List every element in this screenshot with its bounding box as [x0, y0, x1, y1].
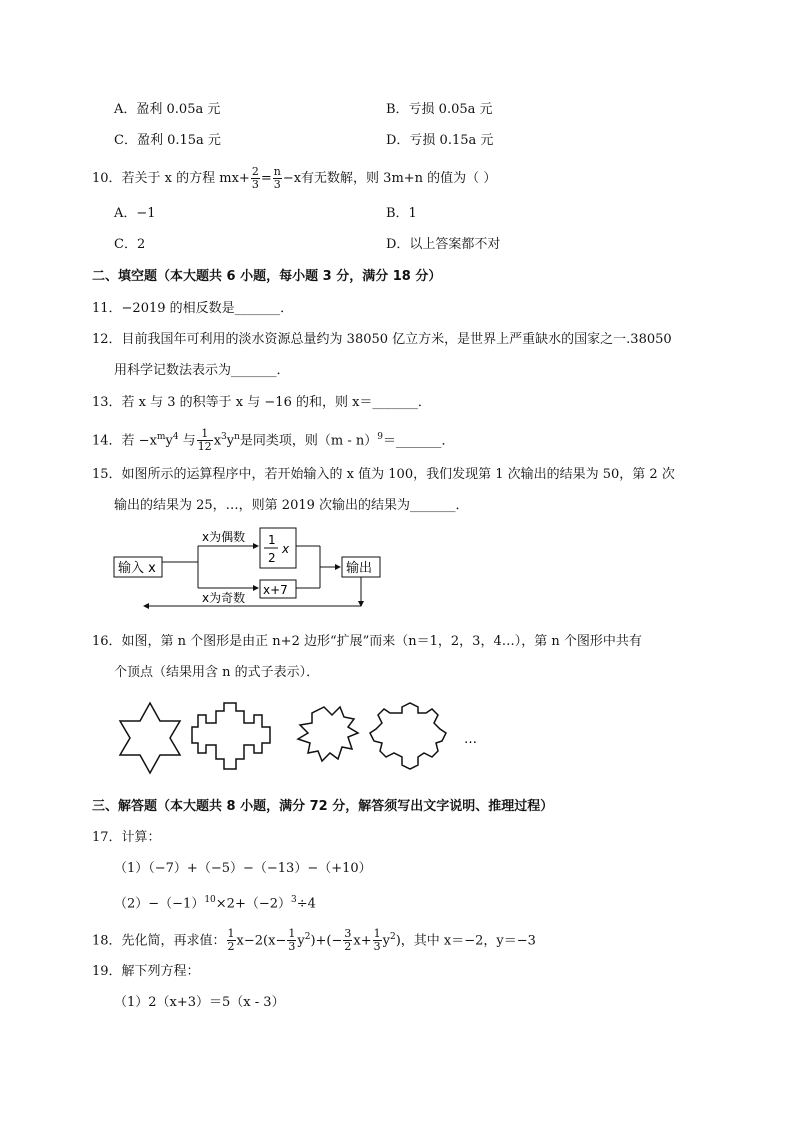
question-16-line1: 16．如图，第 n 个图形是由正 n+2 边形“扩展”而来（n＝1，2，3，4…），第 n 个图形中共有 [92, 634, 642, 649]
question-12-line2: 用科学记数法表示为_______． [114, 363, 290, 378]
question-15-line1: 15．如图所示的运算程序中，若开始输入的 x 值为 100，我们发现第 1 次输出的结果为 50，第 2 次 [92, 467, 675, 482]
flowchart-diagram [112, 522, 397, 614]
option-d: D．亏损 0.15a 元 [386, 133, 494, 148]
question-19: 19．解下列方程： [92, 964, 200, 979]
half-denominator: 2 [268, 551, 276, 565]
q10-option-b: B．1 [386, 206, 417, 221]
question-17-part2: $(2)-(-1)^{10}\times 2+(-2)^3\div 4$ [114, 895, 316, 912]
hexagram-figure [120, 703, 180, 773]
section-2-heading: 二、填空题（本大题共 6 小题，每小题 3 分，满分 18 分） [92, 269, 442, 284]
question-12-line1: 12．目前我国年可利用的淡水资源总量约为 38050 亿立方米，是世界上严重缺水的国家之一.38050 [92, 332, 672, 347]
q10-option-a: A．−1 [114, 206, 156, 221]
hexagon-expansion-figure [370, 703, 446, 769]
question-16-line2: 个顶点（结果用含 n 的式子表示）． [114, 665, 320, 680]
q10-option-c: C．2 [114, 237, 146, 252]
question-13: 13．若 x 与 3 的积等于 x 与 −16 的和，则 x＝_______． [92, 395, 431, 410]
question-17: 17．计算： [92, 830, 161, 845]
question-14: 14．若 $-x^my^4$ 与 $\frac{1}{12}$ $x^3y^n$是同类项，则（m - n）$^9$＝_______． [92, 427, 455, 454]
question-10: 10．若关于 x 的方程 mx+ $\frac{2}{3}$ = $\frac{n}{3}$ −x有无数解，则 3m+n 的值为（ ） [92, 165, 497, 191]
input-label: 输入 x [118, 561, 156, 576]
q10-option-d: D．以上答案都不对 [386, 237, 501, 252]
question-11: 11．−2019 的相反数是_______． [92, 301, 294, 316]
question-15-line2: 输出的结果为 25，…，则第 2019 次输出的结果为_______． [114, 498, 469, 513]
ellipsis-label: … [464, 732, 477, 747]
odd-label: x为奇数 [202, 591, 246, 605]
pentagon-expansion-figure [298, 707, 358, 761]
question-19-part1: （1）2（x+3）＝5（x - 3） [114, 995, 285, 1010]
even-label: x为偶数 [202, 530, 246, 544]
question-18: 18．先化简，再求值： $\frac{1}{2}$ x−2(x− $\frac{1}{3}$ $y^2)+(-$ $\frac{3}{2}$ x+ $\frac{1}{3}$ $y^2$)，其中 x＝−2，y＝−3 [92, 927, 536, 954]
question-17-part1: （1）（−7）+（−5）−（−13）−（+10） [114, 861, 372, 876]
cross-figure [192, 703, 270, 769]
option-b: B．亏损 0.05a 元 [386, 102, 493, 117]
plus7-label: x+7 [263, 583, 288, 597]
half-variable: x [282, 542, 290, 556]
option-a: A．盈利 0.05a 元 [114, 102, 221, 117]
option-c: C．盈利 0.15a 元 [114, 133, 221, 148]
output-label: 输出 [346, 561, 373, 576]
polygon-expansion-figures [112, 697, 482, 779]
section-3-heading: 三、解答题（本大题共 8 小题，满分 72 分，解答须写出文字说明、推理过程） [92, 799, 554, 814]
half-numerator: 1 [268, 533, 276, 547]
